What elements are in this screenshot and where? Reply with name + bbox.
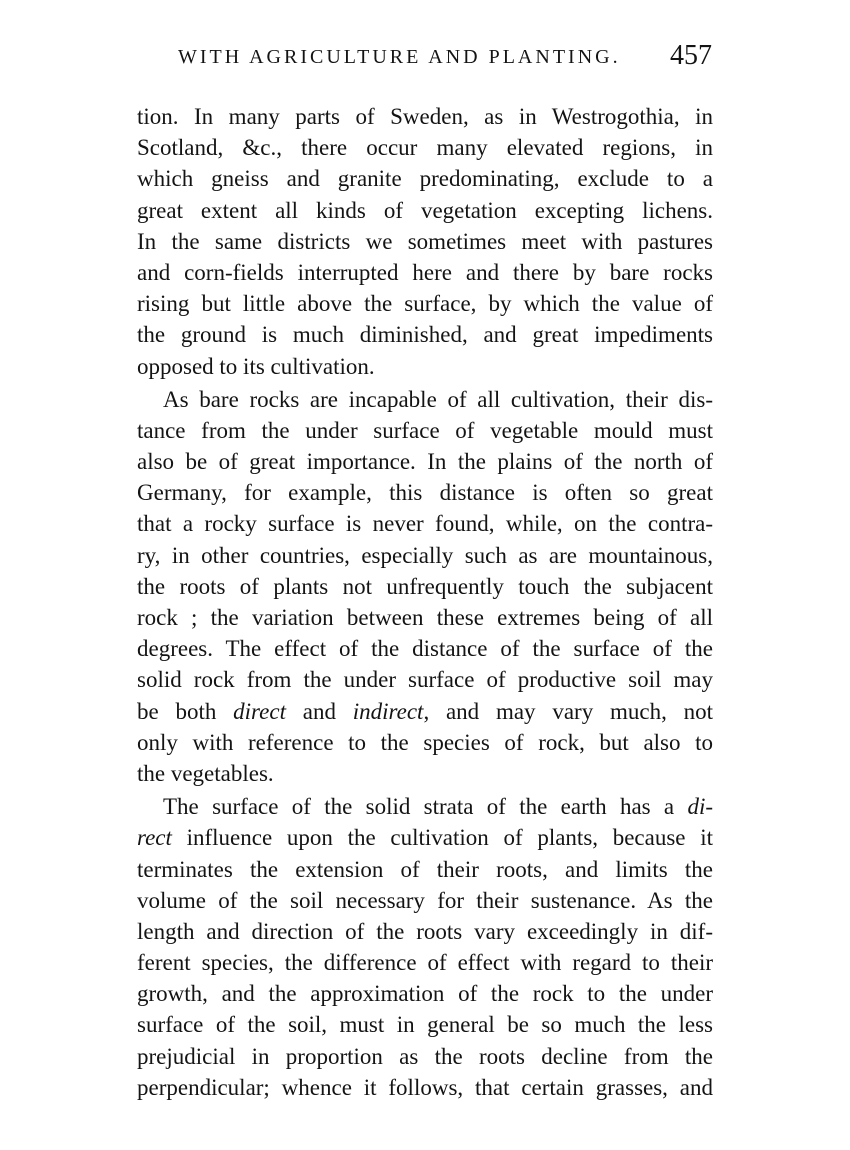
text-line: be both direct and indirect, and may vary much, not <box>137 698 713 724</box>
text-line: perpendicular; whence it follows, that certain grasses, and <box>137 1074 713 1100</box>
text-line: surface of the soil, must in general be so much the less <box>137 1012 713 1038</box>
text-line: ry, in other countries, especially such as are mountainous, <box>137 542 713 568</box>
text-line: rect influence upon the cultivation of plants, because it <box>137 825 713 851</box>
text-line: length and direction of the roots vary exceedingly in dif- <box>137 918 713 944</box>
text-line: As bare rocks are incapable of all cultivation, their dis- <box>163 386 713 412</box>
running-title: WITH AGRICULTURE AND PLANTING. <box>178 46 621 68</box>
text-line: ferent species, the difference of effect with regard to their <box>137 950 713 976</box>
text-line: tion. In many parts of Sweden, as in Westrogothia, in <box>137 104 713 129</box>
text-line: Scotland, &c., there occur many elevated regions, in <box>137 135 713 161</box>
text-line: prejudicial in proportion as the roots decline from the <box>137 1043 713 1069</box>
text-line: and corn-fields interrupted here and there by bare rocks <box>137 259 713 285</box>
body-text <box>137 101 713 1103</box>
text-line: Germany, for example, this distance is often so great <box>137 480 713 506</box>
text-line: The surface of the solid strata of the earth has a di- <box>163 794 713 820</box>
text-line: which gneiss and granite predominating, exclude to a <box>137 166 713 192</box>
running-head <box>136 36 714 76</box>
italic-term: rect <box>137 825 172 851</box>
text-line: the roots of plants not unfrequently touch the subjacent <box>137 573 713 599</box>
italic-term: indirect <box>352 698 424 724</box>
text-line: In the same districts we sometimes meet with pastures <box>137 228 713 254</box>
text-line: degrees. The effect of the distance of the surface of the <box>137 636 713 662</box>
italic-term: di- <box>687 794 713 820</box>
text-line: also be of great importance. In the plains of the north of <box>137 449 713 475</box>
text-line: rock ; the variation between these extremes being of all <box>137 605 713 630</box>
text-line: great extent all kinds of vegetation excepting lichens. <box>137 197 713 223</box>
text-line: the ground is much diminished, and great impediments <box>137 322 713 348</box>
text-line: tance from the under surface of vegetable mould must <box>137 417 713 443</box>
italic-term: direct <box>233 698 286 724</box>
paragraph <box>137 101 713 382</box>
text-line: volume of the soil necessary for their sustenance. As the <box>137 887 713 913</box>
text-line: growth, and the approximation of the rock to the under <box>137 981 713 1007</box>
text-line: the vegetables. <box>137 760 274 786</box>
text-line: rising but little above the surface, by which the value of <box>137 291 713 317</box>
text-line: terminates the extension of their roots, and limits the <box>137 856 713 882</box>
text-line: opposed to its cultivation. <box>137 353 375 379</box>
text-line: only with reference to the species of rock, but also to <box>137 729 713 755</box>
paragraph <box>137 791 713 1103</box>
text-line: that a rocky surface is never found, while, on the contra- <box>137 511 713 537</box>
text-line: solid rock from the under surface of productive soil may <box>137 667 713 693</box>
paragraph <box>137 384 713 789</box>
page-number: 457 <box>670 40 712 71</box>
